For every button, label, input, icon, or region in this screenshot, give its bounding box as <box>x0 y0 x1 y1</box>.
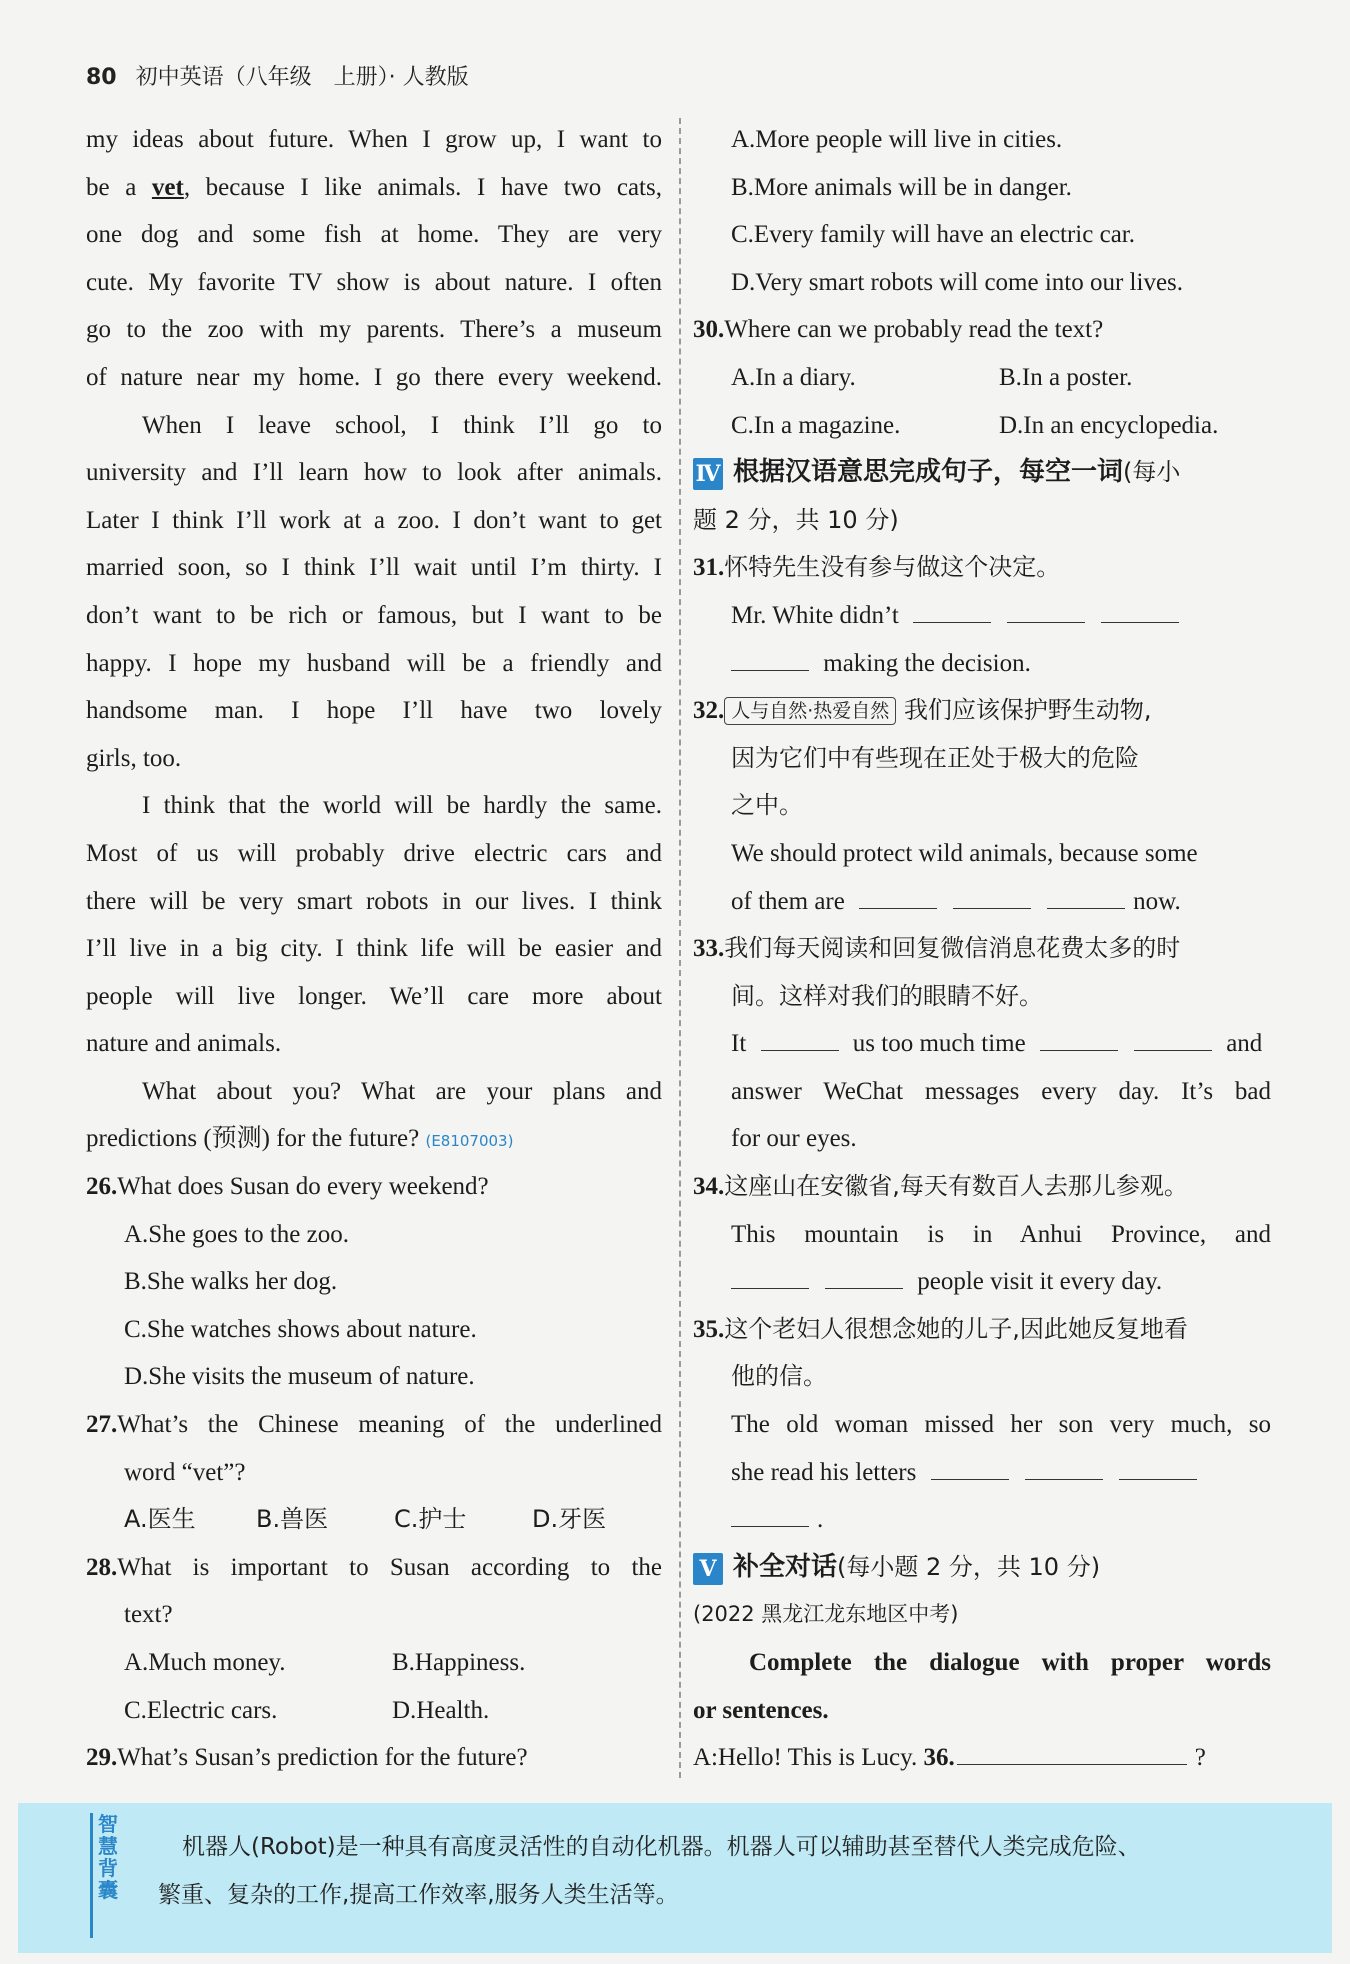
question-34-en: people visit it every day. <box>693 1258 1271 1306</box>
passage-line: nature and animals. <box>86 1030 282 1058</box>
option: D.In an encyclopedia. <box>999 411 1219 439</box>
section-5-heading: Ⅴ 补全对话(每小题 2 分，共 10 分) <box>693 1544 1271 1592</box>
answer-blank[interactable] <box>1119 1455 1197 1480</box>
section-5-source: (2022 黑龙江龙东地区中考) <box>693 1602 959 1627</box>
answer-blank[interactable] <box>859 884 937 909</box>
option: D.牙医 <box>532 1505 607 1534</box>
answer-blank[interactable] <box>1040 1026 1118 1051</box>
option: C.Electric cars. <box>124 1696 278 1724</box>
answer-blank[interactable] <box>957 1740 1187 1765</box>
passage-line: When I leave school, I think I’ll go to <box>142 411 662 439</box>
question-33-en: It us too much time and <box>693 1020 1271 1068</box>
question-33: 33.我们每天阅读和回复微信消息花费太多的时 <box>693 934 1181 963</box>
option: B.More animals will be in danger. <box>731 173 1072 201</box>
instruction: or sentences. <box>693 1696 829 1724</box>
page-header <box>86 60 469 91</box>
passage-line: go to the zoo with my parents. There’s a museum <box>86 316 662 344</box>
passage-line: What about you? What are your plans and <box>142 1077 662 1105</box>
question-31-en: making the decision. <box>693 640 1271 688</box>
right-column <box>693 116 1271 1782</box>
answer-blank[interactable] <box>931 1455 1009 1480</box>
question-33-en: answer WeChat messages every day. It’s bad <box>731 1077 1271 1105</box>
option: A.Much money. <box>124 1649 286 1676</box>
passage-line: be a vet, because I like animals. I have two cats, <box>86 173 662 201</box>
question-31-en: Mr. White didn’t <box>693 592 1271 640</box>
section-4-score: 题 2 分，共 10 分) <box>693 505 899 534</box>
option: A.In a diary. <box>731 363 856 391</box>
answer-blank[interactable] <box>731 646 809 671</box>
tip-accent-bar <box>90 1813 93 1938</box>
question-32-cn: 之中。 <box>731 791 803 820</box>
section-badge: Ⅴ <box>693 1553 723 1585</box>
passage-line: girls, too. <box>86 744 182 772</box>
answer-blank[interactable] <box>1134 1026 1212 1051</box>
answer-blank[interactable] <box>953 884 1031 909</box>
tip-label: 智慧背囊 <box>98 1812 118 1902</box>
section-4-heading: Ⅳ 根据汉语意思完成句子，每空一词(每小 <box>693 449 1271 497</box>
section-badge: Ⅳ <box>693 458 723 490</box>
question-34: 34.这座山在安徽省,每天有数百人去那儿参观。 <box>693 1172 1188 1201</box>
passage-line: cute. My favorite TV show is about nature. I often <box>86 268 662 296</box>
question-30-options <box>693 354 1271 402</box>
question-35: 35.这个老妇人很想念她的儿子,因此她反复地看 <box>693 1314 1188 1343</box>
tip-box <box>18 1803 1332 1953</box>
passage-line: don’t want to be rich or famous, but I want to be <box>86 601 662 629</box>
tip-text: 机器人(Robot)是一种具有高度灵活性的自动化机器。机器人可以辅助甚至替代人类完成危险、 繁重、复杂的工作,提高工作效率,服务人类生活等。 <box>158 1834 1141 1908</box>
question-33-cn: 间。这样对我们的眼睛不好。 <box>731 981 1043 1010</box>
passage-line: university and I’ll learn how to look after animals. <box>86 459 662 487</box>
question-35-en: she read his letters <box>693 1449 1271 1497</box>
passage-line: I think that the world will be hardly the same. <box>142 792 662 820</box>
answer-blank[interactable] <box>731 1264 809 1289</box>
page-number: 80 <box>86 65 117 90</box>
column-divider <box>679 118 681 1778</box>
question-32-en: of them are now. <box>693 878 1271 926</box>
question-29: 29.What’s Susan’s prediction for the future? <box>86 1744 528 1772</box>
option: D.She visits the museum of nature. <box>124 1363 475 1391</box>
option: B.In a poster. <box>999 363 1133 391</box>
passage-line: people will live longer. We’ll care more about <box>86 982 662 1010</box>
question-35-cn: 他的信。 <box>731 1362 827 1391</box>
question-35-en: The old woman missed her son very much, so <box>731 1411 1271 1439</box>
answer-blank[interactable] <box>1007 598 1085 623</box>
answer-blank[interactable] <box>913 598 991 623</box>
theme-tag: 人与自然·热爱自然 <box>724 697 896 725</box>
question-28: 28.What is important to Susan according to the <box>86 1553 662 1581</box>
question-32: 32. 人与自然·热爱自然 我们应该保护野生动物, <box>693 696 1152 725</box>
answer-blank[interactable] <box>1025 1455 1103 1480</box>
answer-blank[interactable] <box>1047 884 1125 909</box>
question-31: 31.怀特先生没有参与做这个决定。 <box>693 553 1061 582</box>
option: C.Every family will have an electric car. <box>731 221 1135 249</box>
option: D.Health. <box>392 1696 490 1724</box>
left-column <box>86 116 662 1782</box>
option: B.She walks her dog. <box>124 1268 338 1296</box>
passage-line: my ideas about future. When I grow up, I want to <box>86 126 662 153</box>
question-30-options <box>693 402 1271 450</box>
question-27: 27.What’s the Chinese meaning of the underlined <box>86 1411 662 1439</box>
question-33-en: for our eyes. <box>731 1125 857 1153</box>
option: C.In a magazine. <box>731 411 901 439</box>
question-27-options <box>86 1496 662 1544</box>
option: A.More people will live in cities. <box>731 126 1063 153</box>
dialogue-line: A:Hello! This is Lucy. 36. ? <box>693 1734 1271 1782</box>
passage-line: handsome man. I hope I’ll have two lovely <box>86 697 662 725</box>
resource-code: (E8107003) <box>425 1132 514 1151</box>
option: C.She watches shows about nature. <box>124 1315 477 1343</box>
option: C.护士 <box>394 1505 467 1534</box>
passage-line: there will be very smart robots in our lives. I think <box>86 887 662 915</box>
answer-blank[interactable] <box>761 1026 839 1051</box>
answer-blank[interactable] <box>825 1264 903 1289</box>
question-27-cont: word “vet”? <box>124 1458 246 1486</box>
option: A.医生 <box>124 1505 196 1534</box>
passage-line: Most of us will probably drive electric cars and <box>86 839 662 867</box>
instruction: Complete the dialogue with proper words <box>749 1649 1271 1676</box>
passage-line: Later I think I’ll work at a zoo. I don’t want to get <box>86 506 662 534</box>
question-28-cont: text? <box>124 1601 173 1629</box>
question-34-en: This mountain is in Anhui Province, and <box>731 1220 1271 1248</box>
underlined-word-vet: vet <box>151 173 184 201</box>
answer-blank[interactable] <box>1101 598 1179 623</box>
question-28-options <box>86 1687 662 1735</box>
passage-line: I’ll live in a big city. I think life will be easier and <box>86 935 662 963</box>
option: B.Happiness. <box>392 1649 526 1676</box>
passage-line: one dog and some fish at home. They are very <box>86 221 662 249</box>
option: B.兽医 <box>256 1505 329 1534</box>
passage-line: happy. I hope my husband will be a friendly and <box>86 649 662 677</box>
question-28-options <box>86 1639 662 1687</box>
question-35-en: . <box>693 1496 1271 1544</box>
option: D.Very smart robots will come into our lives. <box>731 268 1184 296</box>
question-30: 30.Where can we probably read the text? <box>693 316 1104 344</box>
question-26: 26.What does Susan do every weekend? <box>86 1173 489 1201</box>
passage-line: of nature near my home. I go there every weekend. <box>86 363 662 391</box>
passage-line: married soon, so I think I’ll wait until I’m thirty. I <box>86 554 662 582</box>
answer-blank[interactable] <box>731 1502 809 1527</box>
passage-line: predictions (预测) for the future? (E8107003) <box>86 1125 514 1153</box>
question-32-en: We should protect wild animals, because some <box>731 839 1198 867</box>
question-32-cn: 因为它们中有些现在正处于极大的危险 <box>731 743 1139 772</box>
book-title: 初中英语（八年级 上册）· 人教版 <box>135 65 469 90</box>
option: A.She goes to the zoo. <box>124 1220 349 1248</box>
